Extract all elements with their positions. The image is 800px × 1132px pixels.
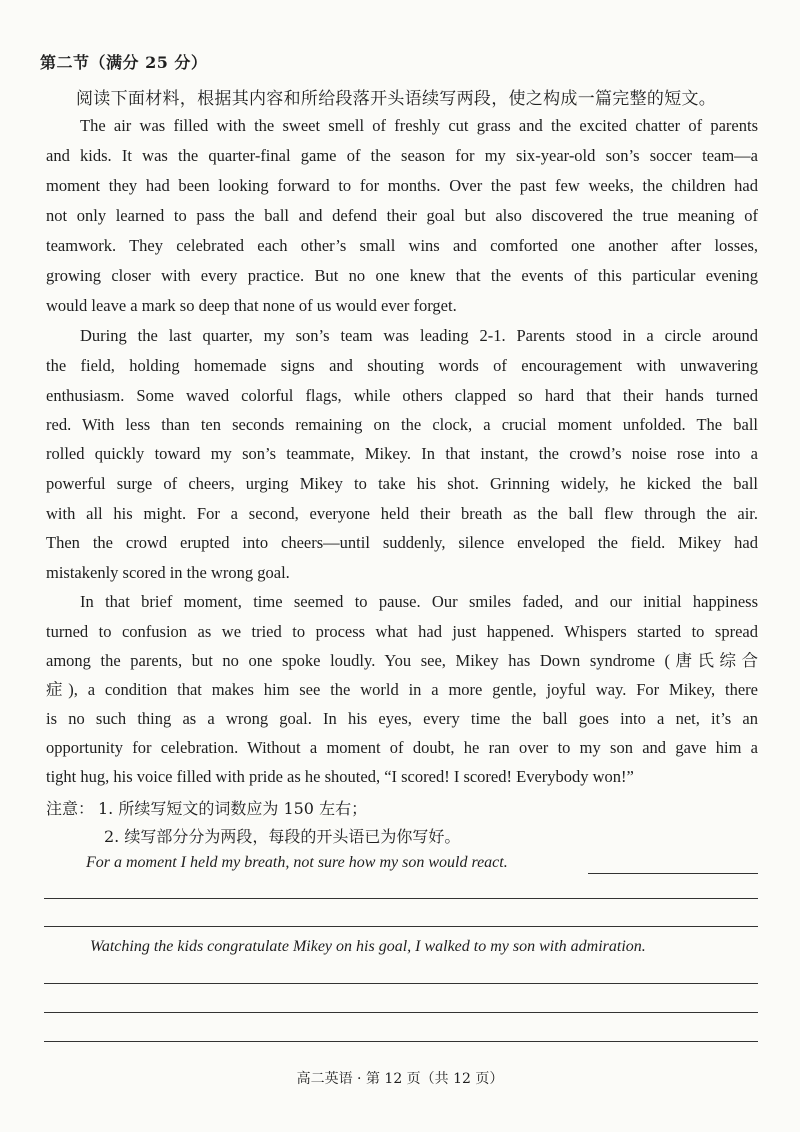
answer-line[interactable] [44,1012,758,1013]
note-item-word-count: 1. 所续写短文的词数应为 150 左右； [98,799,368,818]
passage-line: the field, holding homemade signs and shouting words of encouragement with unwavering [46,356,758,375]
passage-line: moment they had been looking forward to for months. Over the past few weeks, the children had [46,176,758,195]
continuation-prompt-1: For a moment I held my breath, not sure how my son would react. [86,854,508,871]
passage-line: teamwork. They celebrated each other’s small wins and comforted one another after losses, [46,236,758,255]
continuation-prompt-2: Watching the kids congratulate Mikey on his goal, I walked to my son with admiration. [90,938,646,955]
passage-line: would leave a mark so deep that none of us would ever forget. [46,296,457,315]
answer-line[interactable] [44,926,758,927]
answer-line[interactable] [44,983,758,984]
notes-label: 注意： [46,799,95,818]
passage-line: and kids. It was the quarter-final game of the season for my six-year-old son’s soccer team—a [46,146,758,165]
passage-line: powerful surge of cheers, urging Mikey to take his shot. Grinning widely, he kicked the ball [46,474,758,493]
passage-line: During the last quarter, my son’s team was leading 2-1. Parents stood in a circle around [80,326,758,345]
note-item-paragraphs: 2. 续写部分分为两段，每段的开头语已为你写好。 [104,827,461,846]
section-title: 第二节（满分 25 分） [40,53,208,72]
page-footer: 高二英语 · 第 12 页（共 12 页） [296,1071,504,1087]
passage-line: not only learned to pass the ball and defend their goal but also discovered the true meaning of [46,206,758,225]
passage-line: tight hug, his voice filled with pride as he shouted, “I scored! I scored! Everybody won!” [46,767,634,786]
passage-line: growing closer with every practice. But no one knew that the events of this particular evening [46,266,758,285]
passage-line: red. With less than ten seconds remaining on the clock, a crucial moment unfolded. The ball [46,415,758,434]
answer-line[interactable] [588,873,758,874]
answer-line[interactable] [44,898,758,899]
passage-line: is no such thing as a wrong goal. In his eyes, every time the ball goes into a net, it’s an [46,709,758,728]
passage-line: In that brief moment, time seemed to pause. Our smiles faded, and our initial happiness [80,592,758,611]
passage-line: Then the crowd erupted into cheers—until suddenly, silence enveloped the field. Mikey had [46,533,758,552]
passage-line: 症), a condition that makes him see the world in a more gentle, joyful way. For Mikey, there [46,680,758,699]
passage-line: enthusiasm. Some waved colorful flags, while others clapped so hard that their hands turned [46,386,758,405]
answer-line[interactable] [44,1041,758,1042]
passage-line: turned to confusion as we tried to process what had just happened. Whispers started to spread [46,622,758,641]
passage-line: The air was filled with the sweet smell of freshly cut grass and the excited chatter of parents [80,116,758,135]
passage-line: mistakenly scored in the wrong goal. [46,563,290,582]
passage-line: rolled quickly toward my son’s teammate, Mikey. In that instant, the crowd’s noise rose into a [46,444,758,463]
passage-line: among the parents, but no one spoke loudly. You see, Mikey has Down syndrome (唐氏综合 [46,651,758,670]
task-instruction: 阅读下面材料，根据其内容和所给段落开头语续写两段，使之构成一篇完整的短文。 [76,89,717,109]
passage-line: opportunity for celebration. Without a moment of doubt, he ran over to my son and gave him a [46,738,758,757]
passage-line: with all his might. For a second, everyone held their breath as the ball flew through the air. [46,504,758,523]
